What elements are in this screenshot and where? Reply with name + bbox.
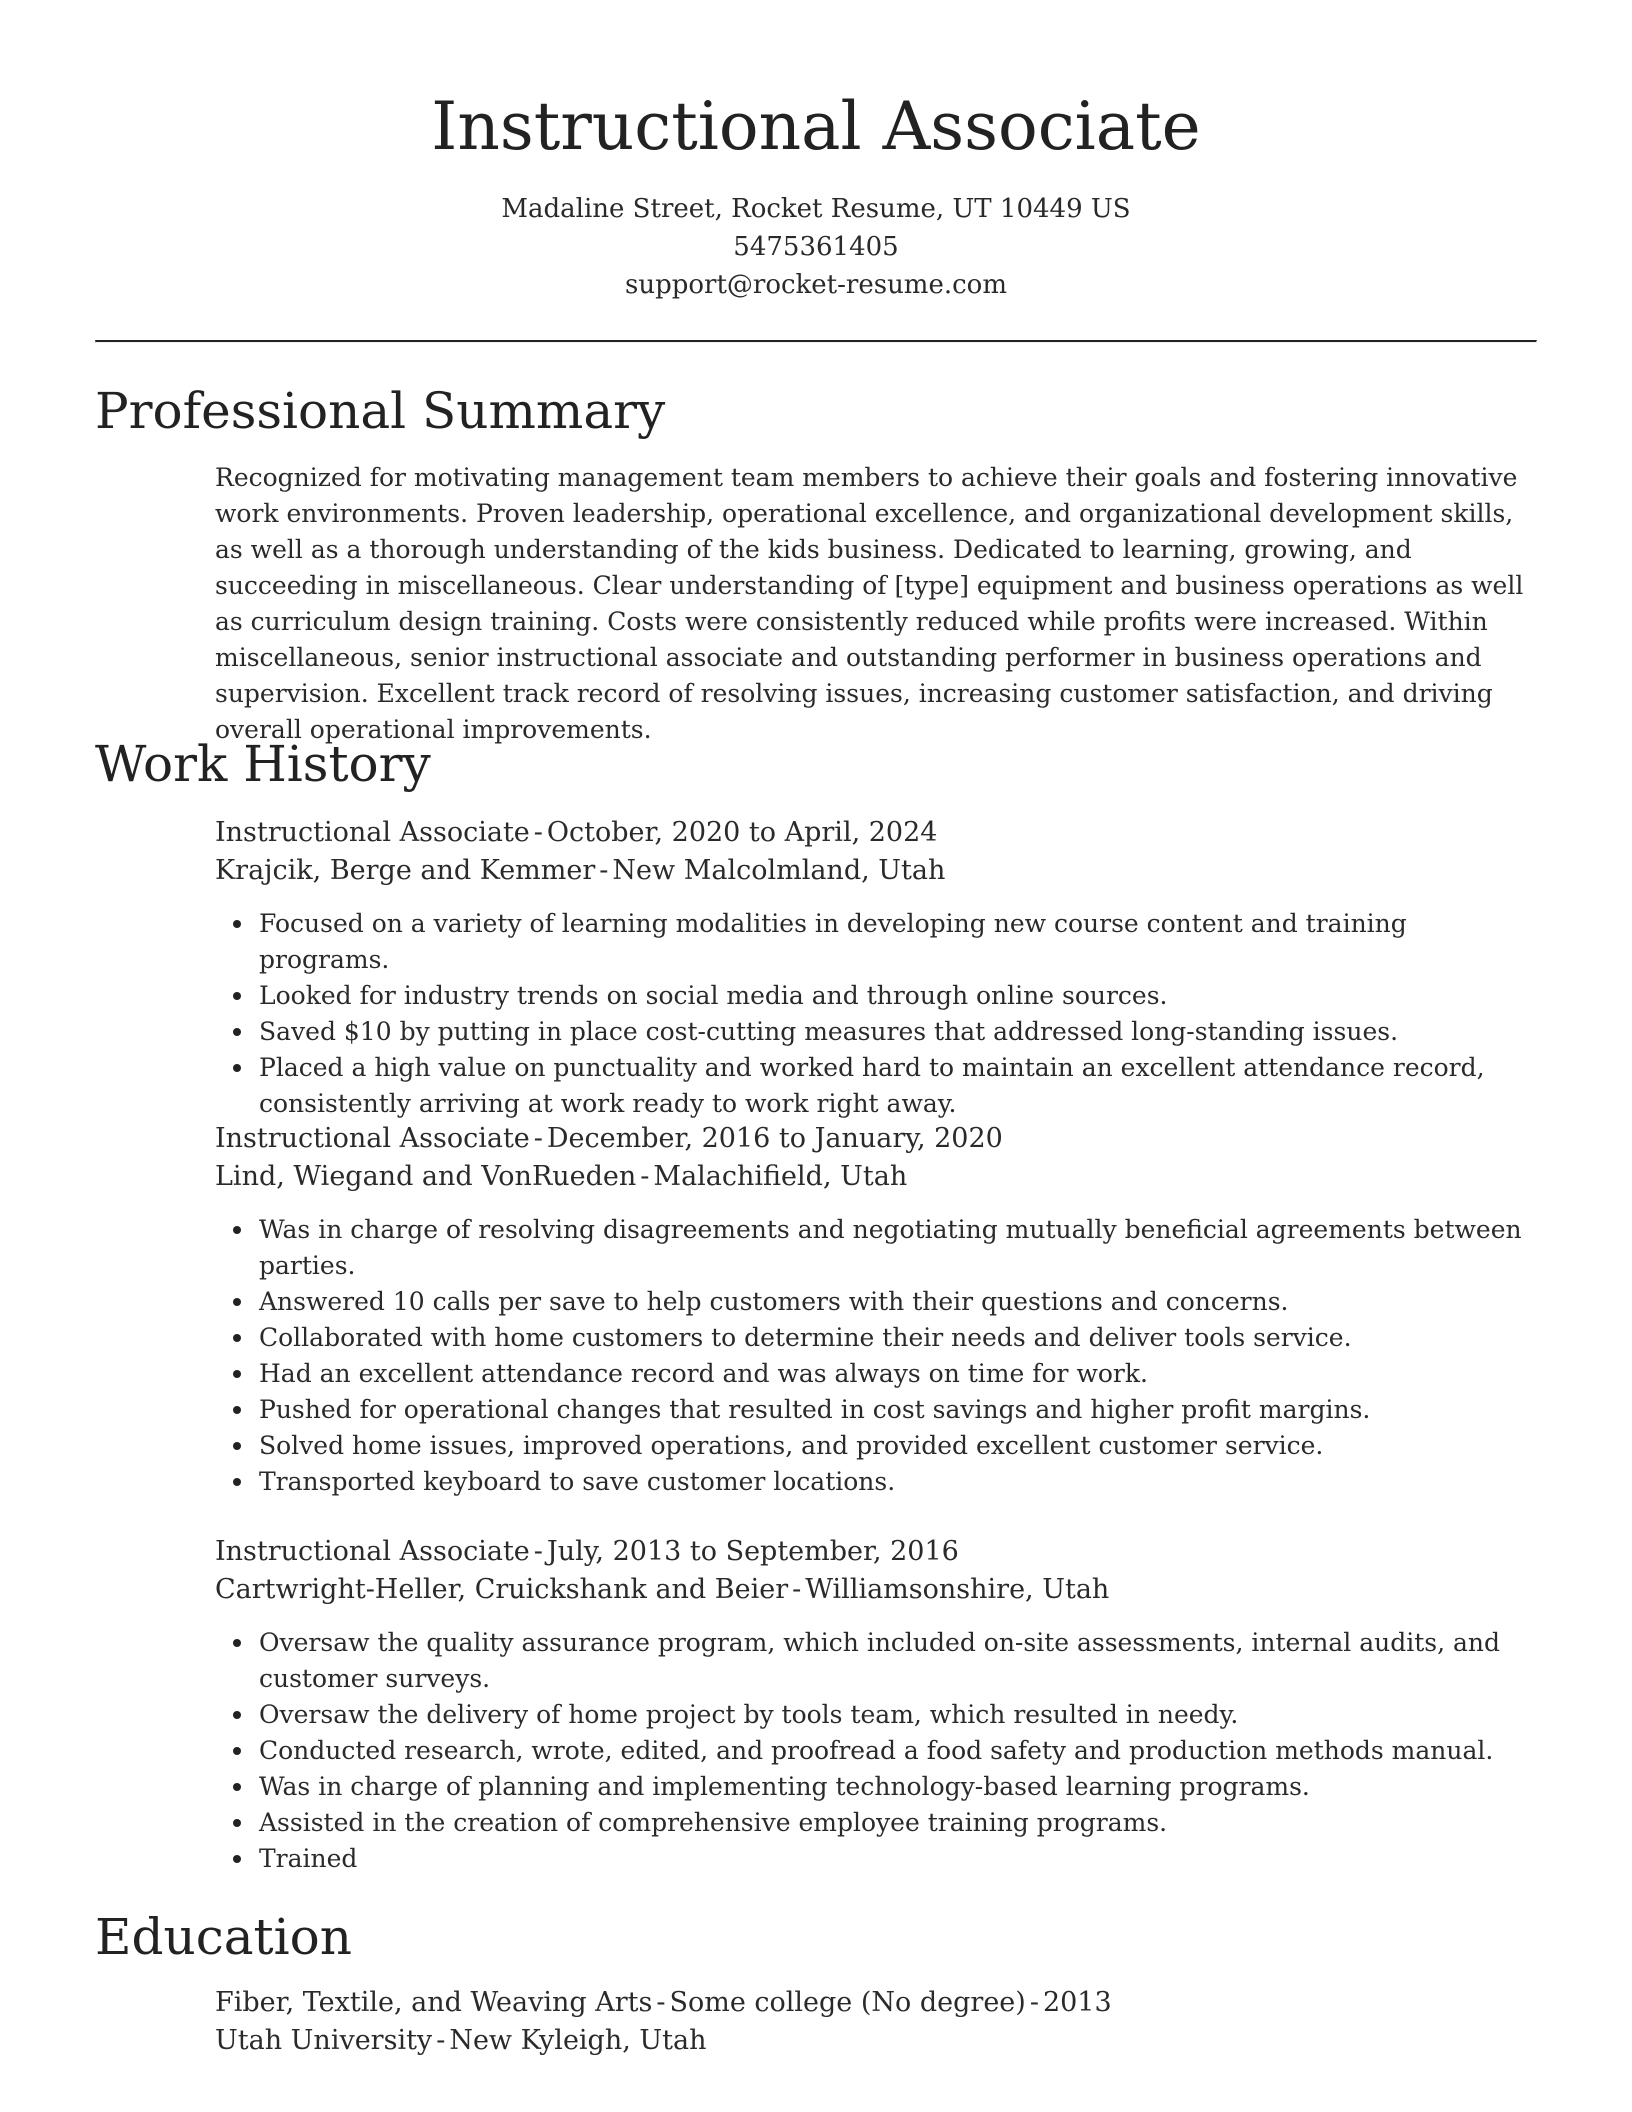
job-1-role: Instructional Associate	[215, 817, 530, 848]
contact-address: Madaline Street, Rocket Resume, UT 10449 US	[501, 194, 1131, 224]
education-degree: Some college (No degree)	[669, 1987, 1026, 2018]
job-2-location: Malachifield, Utah	[653, 1161, 908, 1192]
summary-heading: Professional Summary	[95, 382, 666, 440]
job-1-bullets	[215, 906, 1535, 1122]
job-2-header: Instructional Associate - December, 2016 to January, 2020	[215, 1123, 1003, 1154]
job-3-dates: July, 2013 to September, 2016	[546, 1536, 959, 1567]
list-item: Looked for industry trends on social media and through online sources.	[259, 978, 1535, 1014]
job-3-location: Williamsonshire, Utah	[805, 1574, 1110, 1605]
job-1-header: Instructional Associate - October, 2020 to April, 2024	[215, 817, 938, 848]
list-item: Was in charge of planning and implementing technology-based learning programs.	[259, 1769, 1535, 1805]
education-field: Fiber, Textile, and Weaving Arts	[215, 1987, 653, 2018]
list-item: Focused on a variety of learning modalities in developing new course content and training programs.	[259, 906, 1535, 978]
list-item: Trained	[259, 1841, 1535, 1877]
job-2-bullets	[215, 1212, 1535, 1500]
resume-name: Instructional Associate	[431, 88, 1201, 165]
education-school-line: Utah University - New Kyleigh, Utah	[215, 2025, 707, 2056]
job-2-employer: Lind, Wiegand and VonRueden - Malachifield, Utah	[215, 1161, 908, 1192]
job-1-employer: Krajcik, Berge and Kemmer - New Malcolmland, Utah	[215, 855, 946, 886]
list-item: Conducted research, wrote, edited, and proofread a food safety and production methods manual.	[259, 1733, 1535, 1769]
job-3-role: Instructional Associate	[215, 1536, 530, 1567]
job-2-role: Instructional Associate	[215, 1123, 530, 1154]
job-1-location: New Malcolmland, Utah	[612, 855, 946, 886]
list-item: Saved $10 by putting in place cost-cutting measures that addressed long-standing issues.	[259, 1014, 1535, 1050]
education-year: 2013	[1042, 1987, 1112, 2018]
list-item: Was in charge of resolving disagreements and negotiating mutually beneficial agreements between parties.	[259, 1212, 1535, 1284]
job-3-employer: Cartwright-Heller, Cruickshank and Beier - Williamsonshire, Utah	[215, 1574, 1110, 1605]
job-2-company: Lind, Wiegand and VonRueden	[215, 1161, 637, 1192]
contact-email: support@rocket-resume.com	[624, 270, 1007, 300]
list-item: Assisted in the creation of comprehensive employee training programs.	[259, 1805, 1535, 1841]
job-1-dates: October, 2020 to April, 2024	[546, 817, 938, 848]
list-item: Answered 10 calls per save to help customers with their questions and concerns.	[259, 1284, 1535, 1320]
list-item: Collaborated with home customers to determine their needs and deliver tools service.	[259, 1320, 1535, 1356]
job-2-dates: December, 2016 to January, 2020	[546, 1123, 1003, 1154]
list-item: Oversaw the delivery of home project by tools team, which resulted in needy.	[259, 1697, 1535, 1733]
contact-phone: 5475361405	[733, 232, 899, 262]
job-3-bullets	[215, 1625, 1535, 1877]
list-item: Pushed for operational changes that resulted in cost savings and higher profit margins.	[259, 1392, 1535, 1428]
list-item: Solved home issues, improved operations, and provided excellent customer service.	[259, 1428, 1535, 1464]
education-school: Utah University	[215, 2025, 433, 2056]
education-degree-line: Fiber, Textile, and Weaving Arts - Some college (No degree) - 2013	[215, 1987, 1112, 2018]
list-item: Placed a high value on punctuality and worked hard to maintain an excellent attendance record, consistently arriving at work ready to work right away.	[259, 1050, 1535, 1122]
summary-text: Recognized for motivating management team members to achieve their goals and fostering innovative work environments. Proven leadership, operational excellence, and organizational development skills, as well as a thorough understanding of the kids business. Dedicated to learning, growing, and succeeding in miscellaneous. Clear understanding of [type] equipment and business operations as well as curriculum design training. Costs were consistently reduced while profits were increased. Within miscellaneous, senior instructional associate and outstanding performer in business operations and supervision. Excellent track record of resolving issues, increasing customer satisfaction, and driving overall operational improvements.	[215, 463, 1524, 744]
work-history-heading: Work History	[95, 735, 431, 793]
list-item: Transported keyboard to save customer locations.	[259, 1464, 1535, 1500]
list-item: Had an excellent attendance record and was always on time for work.	[259, 1356, 1535, 1392]
header-divider	[95, 340, 1537, 343]
education-heading: Education	[95, 1908, 352, 1966]
job-3-header: Instructional Associate - July, 2013 to September, 2016	[215, 1536, 959, 1567]
job-1-company: Krajcik, Berge and Kemmer	[215, 855, 596, 886]
job-3-company: Cartwright-Heller, Cruickshank and Beier	[215, 1574, 789, 1605]
education-location: New Kyleigh, Utah	[449, 2025, 707, 2056]
list-item: Oversaw the quality assurance program, which included on-site assessments, internal audits, and customer surveys.	[259, 1625, 1535, 1697]
